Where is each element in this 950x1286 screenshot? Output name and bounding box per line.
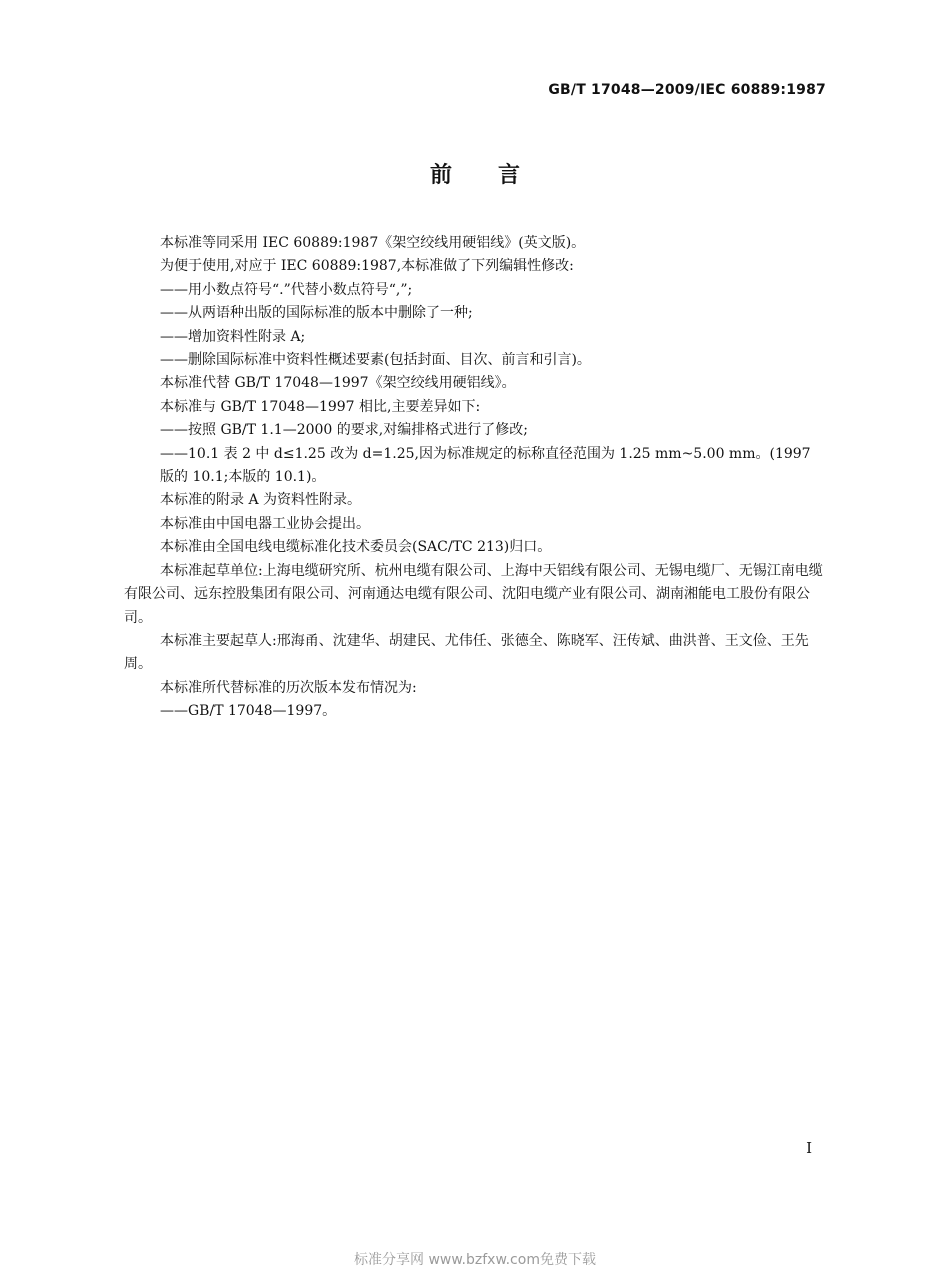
paragraph-history-intro: 本标准所代替标准的历次版本发布情况为: — [160, 679, 417, 696]
list-item-difference-format: ——按照 GB/T 1.1—2000 的要求,对编排格式进行了修改; — [160, 422, 528, 439]
paragraph-drafting-units: 本标准起草单位:上海电缆研究所、杭州电缆有限公司、上海中天铝线有限公司、无锡电缆厂、无锡江南电缆有限公司、远东控股集团有限公司、河南通达电缆有限公司、沈阳电缆产业有限公司、湖南湘能电工股份有限公司。 — [124, 562, 823, 626]
list-item-edit-annex: ——增加资料性附录 A; — [160, 328, 306, 345]
list-item-edit-decimal: ——用小数点符号“.”代替小数点符号“,”; — [160, 281, 413, 298]
standard-code-header: GB/T 17048—2009/IEC 60889:1987 — [548, 82, 826, 98]
paragraph-committee: 本标准由全国电线电缆标准化技术委员会(SAC/TC 213)归口。 — [160, 539, 552, 556]
list-item-edit-remove: ——删除国际标准中资料性概述要素(包括封面、目次、前言和引言)。 — [160, 352, 591, 369]
list-item-edit-language: ——从两语种出版的国际标准的版本中删除了一种; — [160, 305, 473, 322]
list-item-history: ——GB/T 17048—1997。 — [160, 703, 337, 720]
paragraph-replaces: 本标准代替 GB/T 17048—1997《架空绞线用硬铝线》。 — [160, 375, 516, 392]
foreword-body — [124, 232, 825, 724]
paragraph-adoption: 本标准等同采用 IEC 60889:1987《架空绞线用硬铝线》(英文版)。 — [160, 235, 586, 251]
watermark-text: 标准分享网 www.bzfxw.com免费下载 — [354, 1252, 596, 1268]
page-title: 前言 — [429, 163, 566, 188]
page-number: I — [806, 1139, 812, 1157]
paragraph-proposed-by: 本标准由中国电器工业协会提出。 — [160, 515, 370, 532]
list-item-difference-table: ——10.1 表 2 中 d≤1.25 改为 d=1.25,因为标准规定的标称直径范围为 1.25 mm~5.00 mm。(1997 版的 10.1;本版的 10.1)。 — [160, 445, 811, 486]
paragraph-differences-intro: 本标准与 GB/T 17048—1997 相比,主要差异如下: — [160, 398, 481, 415]
paragraph-annex: 本标准的附录 A 为资料性附录。 — [160, 492, 362, 509]
paragraph-edits-intro: 为便于使用,对应于 IEC 60889:1987,本标准做了下列编辑性修改: — [160, 258, 574, 275]
paragraph-drafters: 本标准主要起草人:邢海甬、沈建华、胡建民、尤伟任、张德全、陈晓军、汪传斌、曲洪普、王文俭、王先周。 — [124, 632, 809, 673]
